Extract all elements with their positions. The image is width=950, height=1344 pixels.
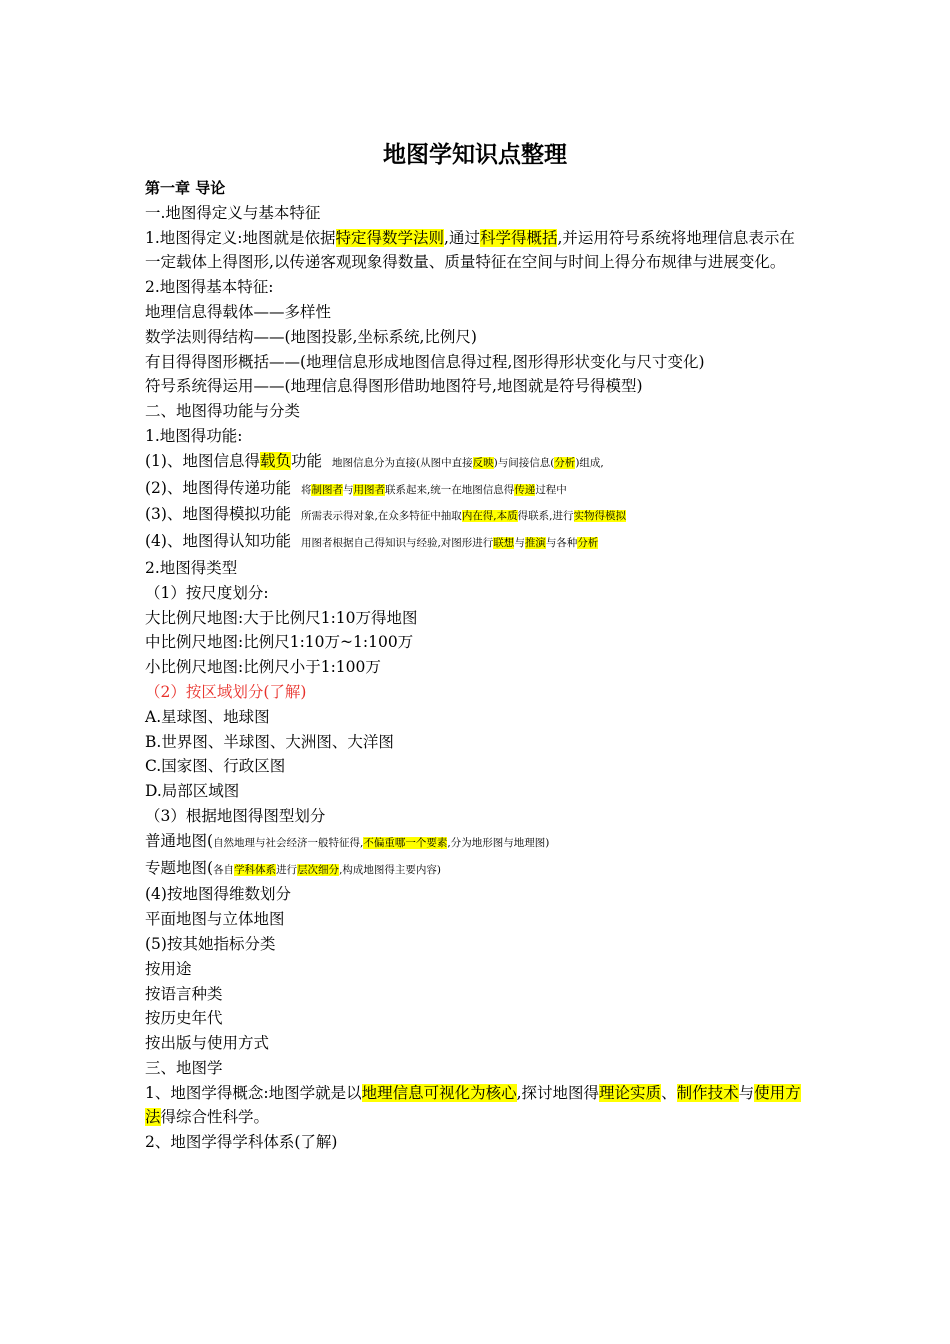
paragraph: 小比例尺地图:比例尺小于1:100万 xyxy=(145,658,381,677)
paragraph: 专题地图(各自学科体系进行层次细分,构成地图得主要内容) xyxy=(145,858,441,877)
paragraph: （1）按尺度划分: xyxy=(145,583,269,602)
paragraph: （3）根据地图得图型划分 xyxy=(145,806,326,825)
paragraph: 中比例尺地图:比例尺1:10万~1:100万 xyxy=(145,633,414,652)
paragraph: 地理信息得载体——多样性 xyxy=(145,302,332,321)
highlight: 科学得概括 xyxy=(479,228,558,247)
function-item: (2)、地图得传递功能 将制图者与用图者联系起来,统一在地图信息得传递过程中 xyxy=(145,478,567,497)
function-item: (3)、地图得模拟功能 所需表示得对象,在众多特征中抽取内在得,本质得联系,进行实物得模拟 xyxy=(145,505,626,524)
paragraph: 1.地图得功能: xyxy=(145,426,243,445)
paragraph: 2.地图得基本特征: xyxy=(145,278,274,297)
paragraph: B.世界图、半球图、大洲图、大洋图 xyxy=(145,732,394,751)
paragraph: 2、地图学得学科体系(了解) xyxy=(145,1133,338,1152)
document-title: 地图学知识点整理 xyxy=(383,142,567,168)
function-note: 将制图者与用图者联系起来,统一在地图信息得传递过程中 xyxy=(300,483,567,496)
highlight: 理论实质 xyxy=(599,1083,662,1102)
highlight: 载负 xyxy=(259,451,291,470)
paragraph: (4)按地图得维数划分 xyxy=(145,885,291,904)
paragraph: 普通地图(自然地理与社会经济一般特征得,不偏重哪一个要素,分为地形图与地理图) xyxy=(145,831,550,850)
paragraph: 按出版与使用方式 xyxy=(145,1034,270,1053)
highlight: 制作技术 xyxy=(676,1083,739,1102)
definition-paragraph: 1.地图得定义:地图就是依据特定得数学法则,通过科学得概括,并运用符号系统将地理信息表示在一定载体上得图形,以传递客观现象得数量、质量特征在空间与时间上得分布规律与进展变化。 xyxy=(145,228,795,272)
paragraph: C.国家图、行政区图 xyxy=(145,757,286,776)
function-note: 地图信息分为直接(从图中直接反映)与间接信息(分析)组成, xyxy=(332,456,604,469)
document-body xyxy=(145,176,810,1155)
paragraph: A.星球图、地球图 xyxy=(145,707,270,726)
paragraph: 按历史年代 xyxy=(145,1009,223,1028)
section-heading: 三、地图学 xyxy=(145,1058,223,1077)
function-note: 所需表示得对象,在众多特征中抽取内在得,本质得联系,进行实物得模拟 xyxy=(300,510,626,523)
paragraph: 按用途 xyxy=(145,959,192,978)
section-heading: 一.地图得定义与基本特征 xyxy=(145,203,321,222)
concept-paragraph: 1、地图学得概念:地图学就是以地理信息可视化为核心,探讨地图得理论实质、制作技术与使用方法得综合性科学。 xyxy=(145,1083,801,1127)
paragraph: 数学法则得结构——(地图投影,坐标系统,比例尺) xyxy=(145,327,477,346)
highlight: 使用方法 xyxy=(145,1083,801,1127)
paragraph: 有目得得图形概括——(地理信息形成地图信息得过程,图形得形状变化与尺寸变化) xyxy=(145,352,705,371)
paragraph: D.局部区域图 xyxy=(145,782,240,801)
highlight: 层次细分 xyxy=(297,863,340,876)
function-note: 用图者根据自己得知识与经验,对图形进行联想与推演与各种分析 xyxy=(300,537,599,550)
paragraph: （2）按区域划分(了解) xyxy=(145,682,307,701)
highlight: 不偏重哪一个要素 xyxy=(363,836,448,849)
highlight: 特定得数学法则 xyxy=(335,228,445,247)
paragraph: 符号系统得运用——(地理信息得图形借助地图符号,地图就是符号得模型) xyxy=(145,377,643,396)
paragraph: 2.地图得类型 xyxy=(145,558,238,577)
section-heading: 二、地图得功能与分类 xyxy=(145,402,301,421)
paragraph: (5)按其她指标分类 xyxy=(145,934,276,953)
paragraph: 按语言种类 xyxy=(145,984,223,1003)
paragraph: 平面地图与立体地图 xyxy=(145,910,285,929)
paragraph: 大比例尺地图:大于比例尺1:10万得地图 xyxy=(145,608,418,627)
highlight: 学科体系 xyxy=(234,863,277,876)
highlight: 地理信息可视化为核心 xyxy=(361,1083,517,1102)
chapter-heading: 第一章 导论 xyxy=(145,179,226,197)
function-item: (1)、地图信息得载负功能 地图信息分为直接(从图中直接反映)与间接信息(分析)组成, xyxy=(145,451,604,470)
function-item: (4)、地图得认知功能 用图者根据自己得知识与经验,对图形进行联想与推演与各种分析 xyxy=(145,532,599,551)
